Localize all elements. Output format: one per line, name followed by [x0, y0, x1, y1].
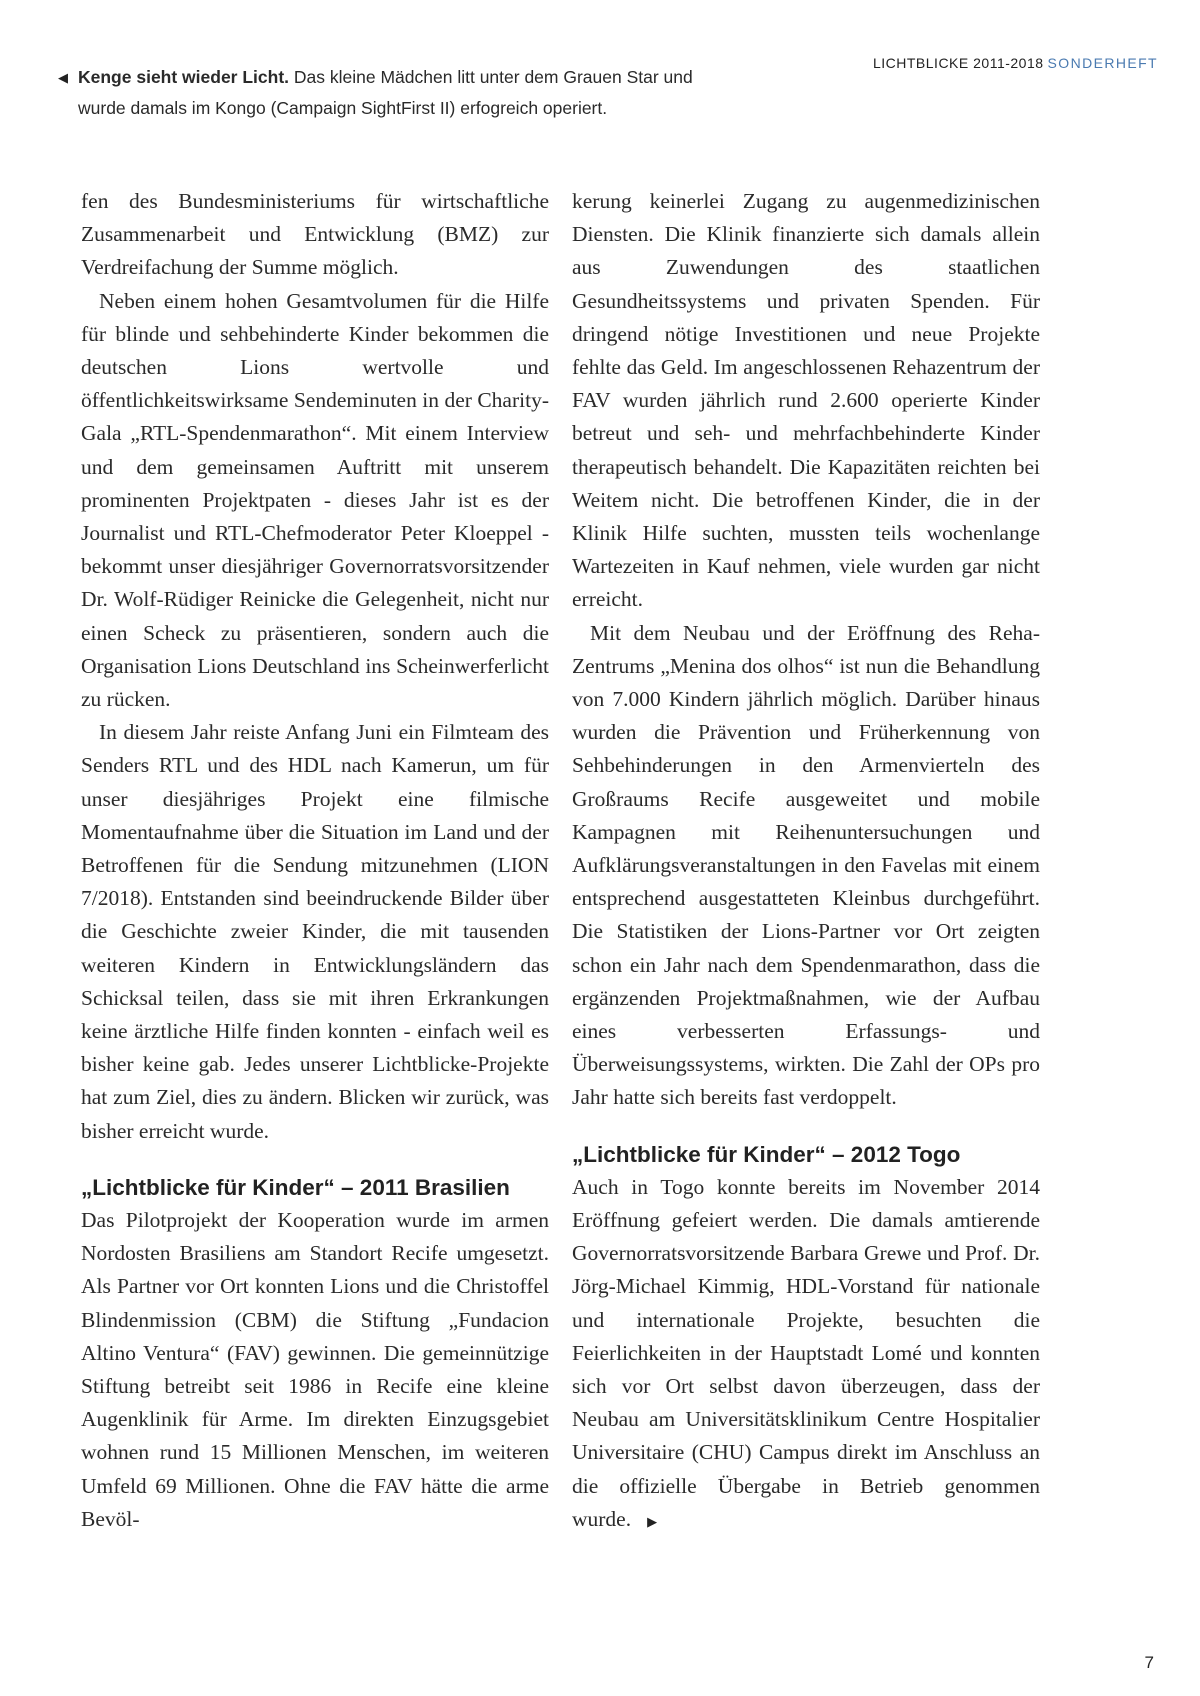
- left-paragraph-3: In diesem Jahr reiste Anfang Juni ein Filmteam des Senders RTL und des HDL nach Kamerun, um für unser diesjähriges Projekt eine filmische Momentaufnahme über die Situation im Land und der Betroffenen für die Sendung mitzunehmen (LION 7/2018). Entstanden sind beeindruckende Bilder über die Geschichte zweier Kinder, die mit tausenden weiteren Kindern in Entwicklungsländern das Schicksal teilen, dass sie mit ihren Erkrankungen keine ärztliche Hilfe finden konnten - einfach weil es bisher keine gab. Jedes unserer Lichtblicke-Projekte hat zum Ziel, dies zu ändern. Blicken wir zurück, was bisher erreicht wurde.: [81, 720, 549, 1143]
- caption-text-line1: Das kleine Mädchen litt unter dem Grauen Star und: [293, 67, 693, 87]
- caption-title: Kenge sieht wieder Licht.: [78, 67, 290, 87]
- left-paragraph-2: Neben einem hohen Gesamtvolumen für die Hilfe für blinde und sehbehinderte Kinder bekommen die deutschen Lions wertvolle und öffentlichkeitswirksame Sendeminuten in der Charity-Gala „RTL-Spendenmarathon“. Mit einem Interview und dem gemeinsamen Auftritt mit unserem prominenten Projektpaten - dieses Jahr ist es der Journalist und RTL-Chefmoderator Peter Kloeppel - bekommt unser diesjähriger Governorratsvorsitzender Dr. Wolf-Rüdiger Reinicke die Gelegenheit, nicht nur einen Scheck zu präsentieren, sondern auch die Organisation Lions Deutschland ins Scheinwerferlicht zu rücken.: [81, 288, 549, 712]
- section-heading-brasilien: „Lichtblicke für Kinder“ – 2011 Brasilien: [81, 1174, 510, 1200]
- caption-text-line2: wurde damals im Kongo (Campaign SightFirst II) erfogreich operiert.: [78, 98, 608, 118]
- arrow-left-icon: ◀: [58, 70, 68, 85]
- section-heading-togo: „Lichtblicke für Kinder“ – 2012 Togo: [572, 1141, 961, 1167]
- page-number: 7: [1144, 1653, 1154, 1672]
- running-accent: SONDERHEFT: [1047, 55, 1158, 71]
- right-paragraph-3-text: Auch in Togo konnte bereits im November 2014 Eröffnung gefeiert werden. Die damals amtierende Governorratsvorsitzende Barbara Grewe und Prof. Dr. Jörg-Michael Kimmig, HDL-Vorstand für nationale und internationale Projekte, besuchten die Feierlichkeiten in der Hauptstadt Lomé und konnten sich vor Ort selbst davon überzeugen, dass der Neubau am Universitätsklinikum Centre Hospitalier Universitaire (CHU) Campus direkt im Anschluss an die offizielle Übergabe in Betrieb genommen wurde.: [572, 1174, 1040, 1531]
- left-paragraph-4: Das Pilotprojekt der Kooperation wurde im armen Nordosten Brasiliens am Standort Recife umgesetzt. Als Partner vor Ort konnten Lions und die Christoffel Blindenmission (CBM) die Stiftung „Fundacion Altino Ventura“ (FAV) gewinnen. Die gemeinnützige Stiftung betreibt seit 1986 in Recife eine kleine Augenklinik für Arme. Im direkten Einzugsgebiet wohnen rund 15 Millionen Menschen, im weiteren Umfeld 69 Millionen. Ohne die FAV hätte die arme Bevöl-: [81, 1207, 549, 1531]
- left-paragraph-1: fen des Bundesministeriums für wirtschaftliche Zusammenarbeit und Entwicklung (BMZ) zur Verdreifachung der Summe möglich.: [81, 189, 549, 280]
- running-header: [873, 55, 1158, 71]
- photo-caption: [58, 62, 718, 123]
- running-title: LICHTBLICKE 2011-2018: [872, 55, 1044, 71]
- right-paragraph-1: kerung keinerlei Zugang zu augenmedizinischen Diensten. Die Klinik finanzierte sich damals allein aus Zuwendungen des staatlichen Gesundheitssystems und privaten Spenden. Für dringend nötige Investitionen und neue Projekte fehlte das Geld. Im angeschlossenen Rehazentrum der FAV wurden jährlich rund 2.600 operierte Kinder betreut und seh- und mehrfachbehinderte Kinder therapeutisch behandelt. Die Kapazitäten reichten bei Weitem nicht. Die betroffenen Kinder, die in der Klinik Hilfe suchten, mussten teils wochenlange Wartezeiten in Kauf nehmen, viele wurden gar nicht erreicht.: [572, 189, 1040, 612]
- right-paragraph-3: [572, 1171, 1040, 1538]
- right-paragraph-2: Mit dem Neubau und der Eröffnung des Reha-Zentrums „Menina dos olhos“ ist nun die Behandlung von 7.000 Kindern jährlich möglich. Darüber hinaus wurden die Prävention und Früherkennung von Sehbehinderungen in den Armenvierteln des Großraums Recife ausgeweitet und mobile Kampagnen mit Reihenuntersuchungen und Aufklärungsveranstaltungen in den Favelas mit einem entsprechend ausgestatteten Kleinbus durchgeführt. Die Statistiken der Lions-Partner vor Ort zeigten schon ein Jahr nach dem Spendenmarathon, dass die ergänzenden Projektmaßnahmen, wie der Aufbau eines verbesserten Erfassungs- und Überweisungssystems, wirkten. Die Zahl der OPs pro Jahr hatte sich bereits fast verdoppelt.: [572, 620, 1040, 1110]
- left-column: [81, 185, 549, 1536]
- continue-arrow-icon: ▶: [647, 1513, 658, 1529]
- right-column: [572, 185, 1040, 1538]
